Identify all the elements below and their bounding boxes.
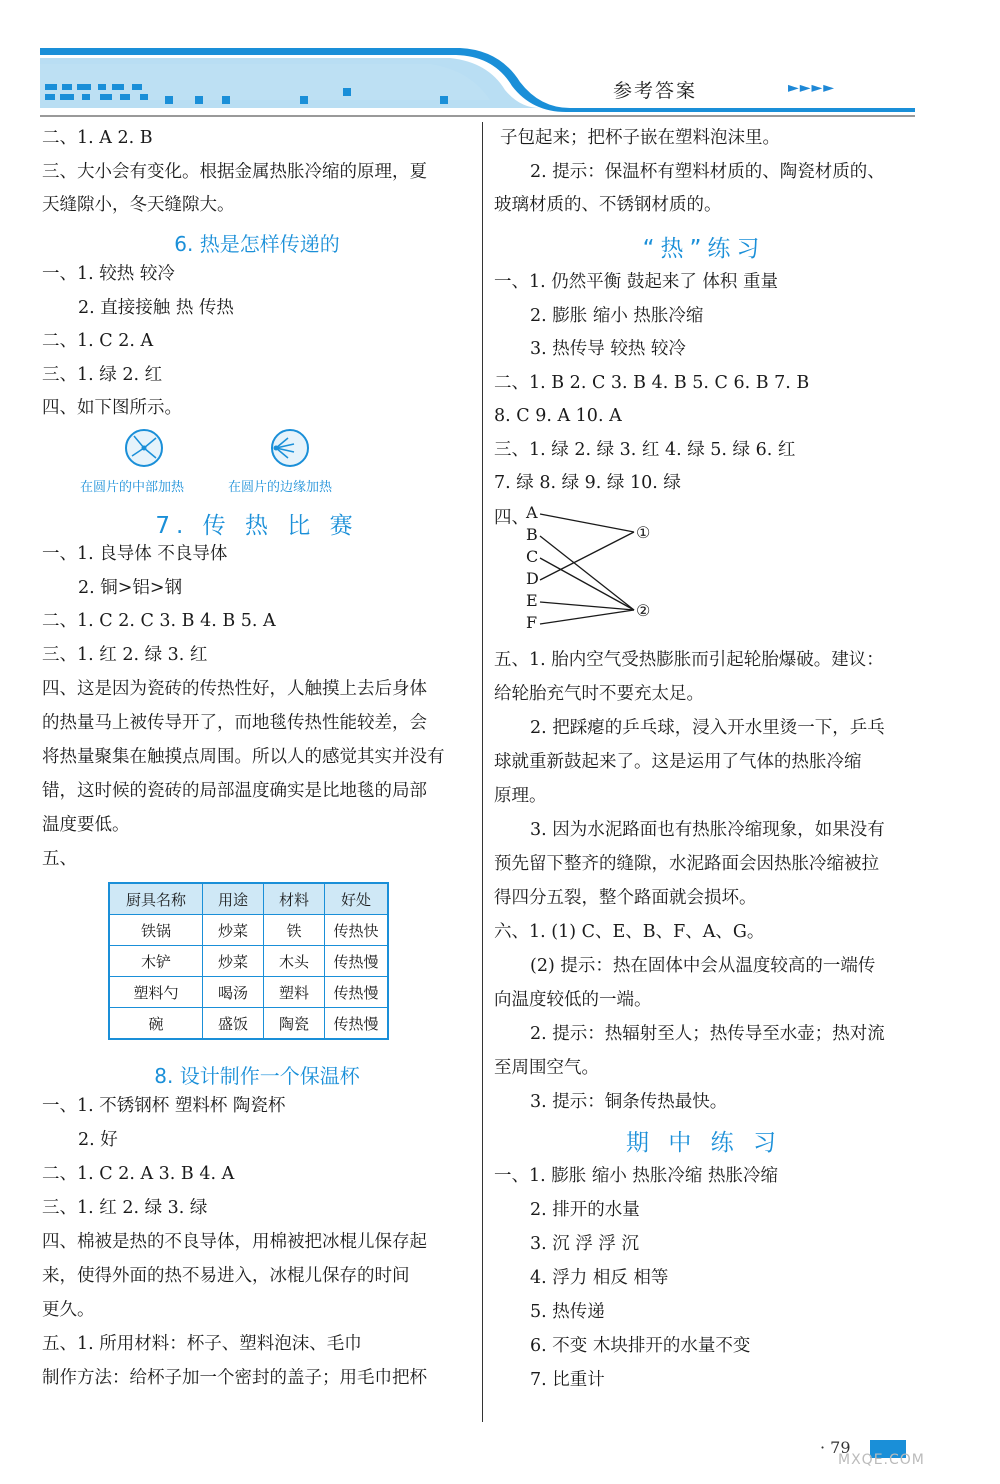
table-cell: 木铲	[109, 946, 203, 977]
watermark-text: MXQE.COM	[838, 1452, 925, 1468]
table-cell: 陶瓷	[264, 1008, 325, 1040]
diagram-caption-edge: 在圆片的边缘加热	[228, 480, 333, 495]
answer-line: 五、1. 胎内空气受热膨胀而引起轮胎爆破。建议：	[494, 650, 884, 670]
answer-line: 2. 膨胀 缩小 热胀冷缩	[530, 306, 704, 326]
answer-line: 给轮胎充气时不要充太足。	[494, 684, 704, 704]
answer-line: 错，这时候的瓷砖的局部温度确实是比地毯的局部	[42, 781, 427, 801]
answer-line: 四、如下图所示。	[42, 398, 182, 418]
kitchenware-table	[108, 882, 389, 1040]
answer-line: 更久。	[42, 1300, 95, 1320]
disc-edge-heat-diagram	[268, 426, 318, 470]
table-cell: 传热慢	[325, 946, 389, 977]
answer-line: 一、1. 良导体 不良导体	[42, 544, 228, 564]
match-target: ②	[636, 601, 651, 620]
answer-line: 预先留下整齐的缝隙，水泥路面会因热胀冷缩被拉	[494, 854, 879, 874]
answer-line: 二、1. C 2. A	[42, 331, 154, 351]
table-cell: 铁锅	[109, 915, 203, 946]
answer-line: 温度要低。	[42, 815, 130, 835]
match-label: F	[526, 613, 538, 632]
answer-line: 2. 排开的水量	[530, 1200, 640, 1220]
answer-line: 7. 比重计	[530, 1370, 605, 1390]
matching-diagram	[524, 502, 674, 632]
table-cell: 塑料	[264, 977, 325, 1008]
match-label: C	[526, 547, 539, 566]
table-cell: 传热慢	[325, 977, 389, 1008]
match-label: E	[526, 591, 538, 610]
answer-line: 3. 提示：铜条传热最快。	[530, 1092, 728, 1112]
answer-line: 至周围空气。	[494, 1058, 599, 1078]
table-header-cell: 材料	[264, 883, 325, 915]
table-cell: 传热快	[325, 915, 389, 946]
answer-line: 2. 好	[78, 1130, 118, 1150]
answer-line: 3. 热传导 较热 较冷	[530, 339, 686, 359]
table-cell: 木头	[264, 946, 325, 977]
answer-line: 一、1. 膨胀 缩小 热胀冷缩 热胀冷缩	[494, 1166, 778, 1186]
answer-line: 三、1. 绿 2. 绿 3. 红 4. 绿 5. 绿 6. 红	[494, 440, 796, 460]
disc-center-heat-diagram	[122, 426, 172, 470]
answer-line: 三、1. 绿 2. 红	[42, 365, 163, 385]
answer-line: (2) 提示：热在固体中会从温度较高的一端传	[530, 956, 876, 976]
answer-line: 三、1. 红 2. 绿 3. 红	[42, 645, 208, 665]
table-header-cell: 用途	[203, 883, 264, 915]
answer-line: 7. 绿 8. 绿 9. 绿 10. 绿	[494, 473, 681, 493]
match-label: D	[526, 569, 539, 588]
answer-line: 四、棉被是热的不良导体，用棉被把冰棍儿保存起	[42, 1232, 427, 1252]
table-cell: 喝汤	[203, 977, 264, 1008]
answer-line: 将热量聚集在触摸点周围。所以人的感觉其实并没有	[42, 747, 445, 767]
answer-line: 原理。	[494, 786, 547, 806]
answer-line: 五、1. 所用材料：杯子、塑料泡沫、毛巾	[42, 1334, 362, 1354]
table-header-cell: 好处	[325, 883, 389, 915]
answer-line: 来，使得外面的热不易进入，冰棍儿保存的时间	[42, 1266, 410, 1286]
table-cell: 塑料勺	[109, 977, 203, 1008]
answer-line: 2. 直接接触 热 传热	[78, 298, 234, 318]
answer-line: 的热量马上被传导开了，而地毯传热性能较差，会	[42, 713, 427, 733]
diagram-caption-center: 在圆片的中部加热	[80, 480, 185, 495]
answer-line: 六、1. (1) C、E、B、F、A、G。	[494, 922, 765, 942]
answer-line: 子包起来；把杯子嵌在塑料泡沫里。	[500, 128, 780, 148]
answer-line: 一、1. 较热 较冷	[42, 264, 175, 284]
table-cell: 盛饭	[203, 1008, 264, 1040]
answer-line: 向温度较低的一端。	[494, 990, 652, 1010]
answer-line: 二、1. B 2. C 3. B 4. B 5. C 6. B 7. B	[494, 373, 810, 393]
match-label: B	[526, 525, 538, 544]
table-cell: 炒菜	[203, 946, 264, 977]
answer-line: 2. 把踩瘪的乒乓球，浸入开水里烫一下，乒乓	[530, 718, 885, 738]
answer-line: 三、大小会有变化。根据金属热胀冷缩的原理，夏	[42, 162, 427, 182]
answer-line: 一、1. 仍然平衡 鼓起来了 体积 重量	[494, 272, 778, 292]
answer-line: 制作方法：给杯子加一个密封的盖子；用毛巾把杯	[42, 1368, 427, 1388]
match-label: A	[526, 503, 538, 522]
answer-line: 四、	[494, 508, 529, 528]
answer-line: 二、1. C 2. A 3. B 4. A	[42, 1164, 235, 1184]
answer-line: 3. 因为水泥路面也有热胀冷缩现象，如果没有	[530, 820, 885, 840]
section-title-midterm: 期 中 练 习	[626, 1130, 782, 1156]
table-cell: 铁	[264, 915, 325, 946]
answer-line: 2. 铜>铝>钢	[78, 578, 183, 598]
section-title-8: 8. 设计制作一个保温杯	[154, 1064, 360, 1088]
page-number: · 79	[820, 1438, 851, 1457]
table-cell: 炒菜	[203, 915, 264, 946]
answer-line: 2. 提示：热辐射至人；热传导至水壶；热对流	[530, 1024, 885, 1044]
answer-line: 一、1. 不锈钢杯 塑料杯 陶瓷杯	[42, 1096, 286, 1116]
table-cell: 碗	[109, 1008, 203, 1040]
answer-line: 四、这是因为瓷砖的传热性好，人触摸上去后身体	[42, 679, 427, 699]
answer-line: 3. 沉 浮 浮 沉	[530, 1234, 639, 1254]
table-row	[109, 977, 388, 1008]
header-arrows: ►►►►	[788, 80, 836, 96]
answer-line: 8. C 9. A 10. A	[494, 406, 622, 426]
answer-line: 五、	[42, 849, 77, 869]
table-row	[109, 946, 388, 977]
table-row	[109, 915, 388, 946]
answer-line: 玻璃材质的、不锈钢材质的。	[494, 195, 722, 215]
table-row	[109, 1008, 388, 1040]
match-target: ①	[636, 523, 651, 542]
answer-line: 三、1. 红 2. 绿 3. 绿	[42, 1198, 208, 1218]
column-divider	[482, 122, 483, 1422]
header-banner	[0, 0, 1000, 120]
answer-line: 天缝隙小，冬天缝隙大。	[42, 195, 235, 215]
answer-line: 二、1. C 2. C 3. B 4. B 5. A	[42, 611, 276, 631]
section-title-6: 6. 热是怎样传递的	[174, 232, 340, 256]
answer-line: 球就重新鼓起来了。这是运用了气体的热胀冷缩	[494, 752, 862, 772]
section-title-heat-practice: “热”练习	[642, 236, 766, 262]
section-title-7: 7. 传 热 比 赛	[155, 513, 359, 539]
table-header-cell: 厨具名称	[109, 883, 203, 915]
table-cell: 传热慢	[325, 1008, 389, 1040]
table-header-row	[109, 883, 388, 915]
answer-line: 得四分五裂，整个路面就会损坏。	[494, 888, 757, 908]
header-title: 参考答案	[613, 80, 698, 102]
answer-line: 5. 热传递	[530, 1302, 605, 1322]
answer-line: 二、1. A 2. B	[42, 128, 153, 148]
answer-line: 2. 提示：保温杯有塑料材质的、陶瓷材质的、	[530, 162, 885, 182]
header-decoration	[0, 0, 1000, 120]
answer-line: 4. 浮力 相反 相等	[530, 1268, 669, 1288]
answer-line: 6. 不变 木块排开的水量不变	[530, 1336, 751, 1356]
